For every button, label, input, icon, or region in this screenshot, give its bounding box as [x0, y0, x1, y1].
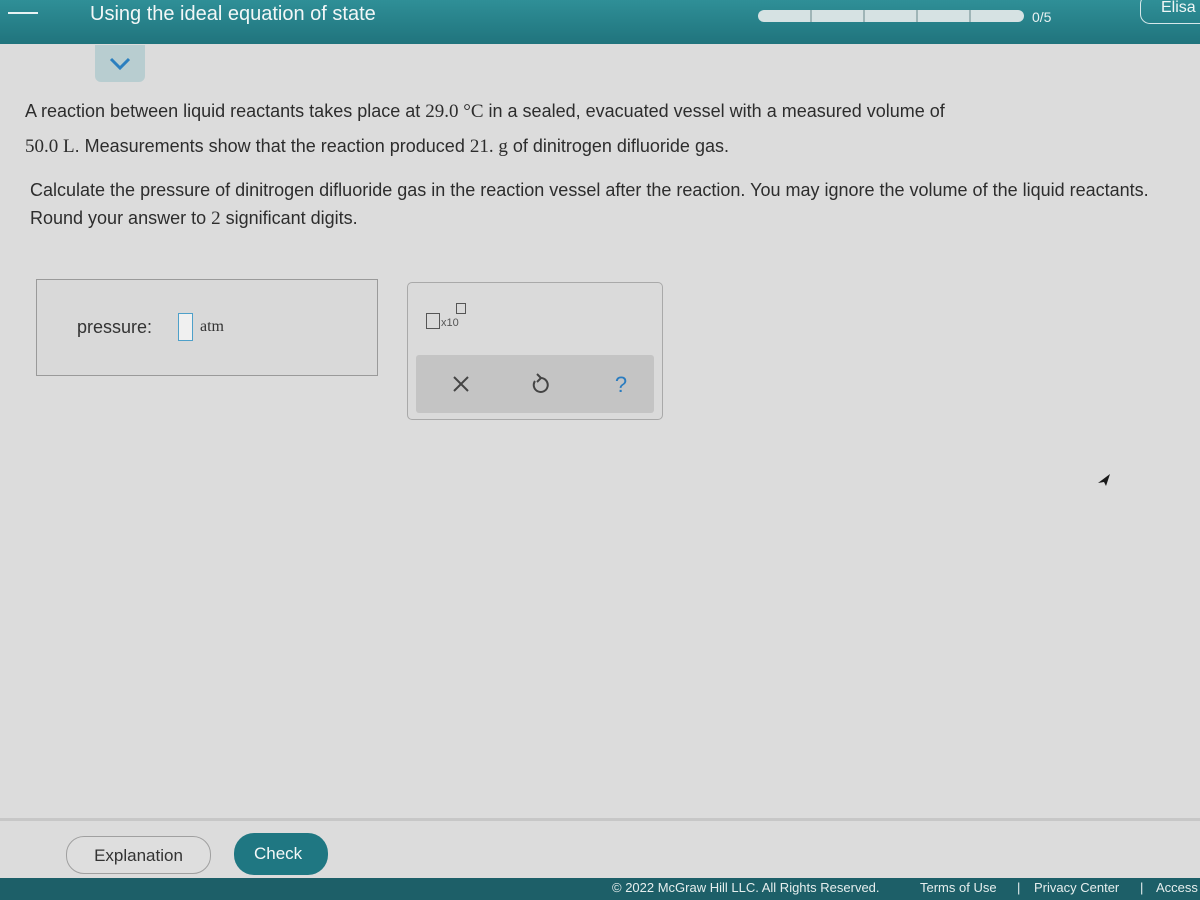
- footer-separator: |: [1017, 880, 1021, 895]
- terms-of-use-link[interactable]: Terms of Use: [920, 880, 997, 895]
- pressure-label: pressure:: [77, 317, 153, 337]
- svg-text:?: ?: [614, 372, 628, 397]
- collapse-toggle[interactable]: [95, 45, 145, 82]
- privacy-center-link[interactable]: Privacy Center: [1034, 880, 1120, 895]
- math-tool-panel: [407, 282, 663, 420]
- footer-separator: |: [1140, 880, 1144, 895]
- question-text: Calculate the pressure of dinitrogen difluoride gas in the reaction vessel after the reaction. You may ignore the volume of the liquid reactants. Round your answer to: [30, 180, 1149, 228]
- volume-value: 50.0 L: [25, 136, 75, 157]
- question-text: A reaction between liquid reactants takes place at: [25, 101, 426, 121]
- question-text: significant digits.: [220, 208, 358, 228]
- question-text: in a sealed, evacuated vessel with a measured volume of: [483, 101, 945, 121]
- progress-count: 0/5: [1032, 9, 1052, 25]
- significant-digits-value: 2: [211, 208, 221, 229]
- pressure-input[interactable]: [178, 313, 193, 341]
- menu-icon[interactable]: [8, 12, 38, 14]
- explanation-button[interactable]: Explanation: [66, 836, 211, 874]
- divider: [0, 818, 1200, 821]
- question-text: of dinitrogen difluoride gas.: [507, 136, 729, 156]
- progress-divider: [810, 10, 812, 22]
- progress-divider: [969, 10, 971, 22]
- x10-label: x10: [441, 317, 459, 329]
- page-title: Using the ideal equation of state: [90, 3, 376, 25]
- tool-button-row: [416, 355, 654, 413]
- unit-label: atm: [200, 318, 224, 335]
- user-name-button[interactable]: Elisa: [1140, 0, 1200, 24]
- question-text: . Measurements show that the reaction produced: [74, 136, 470, 156]
- progress-bar: [758, 10, 1024, 22]
- x10-scientific-notation-icon[interactable]: [426, 301, 486, 337]
- base-box-icon: [426, 313, 440, 329]
- chevron-down-icon: [108, 57, 132, 71]
- undo-icon[interactable]: [528, 371, 554, 397]
- clear-x-icon[interactable]: [448, 371, 474, 397]
- answer-box: [36, 279, 378, 376]
- accessibility-link[interactable]: Access: [1156, 880, 1198, 895]
- check-button[interactable]: Check: [234, 833, 328, 875]
- temperature-value: 29.0 °C: [425, 101, 484, 122]
- progress-divider: [863, 10, 865, 22]
- exponent-box-icon: [456, 303, 466, 314]
- mass-value: 21. g: [469, 136, 508, 157]
- copyright-text: © 2022 McGraw Hill LLC. All Rights Reserved.: [612, 880, 880, 895]
- mouse-cursor-icon: [1098, 474, 1112, 488]
- question-paragraph-2: [30, 176, 1190, 233]
- footer: [0, 878, 1200, 900]
- progress-divider: [916, 10, 918, 22]
- top-bar: [0, 0, 1200, 44]
- help-question-icon[interactable]: [608, 371, 634, 397]
- question-paragraph-1: [25, 94, 1175, 164]
